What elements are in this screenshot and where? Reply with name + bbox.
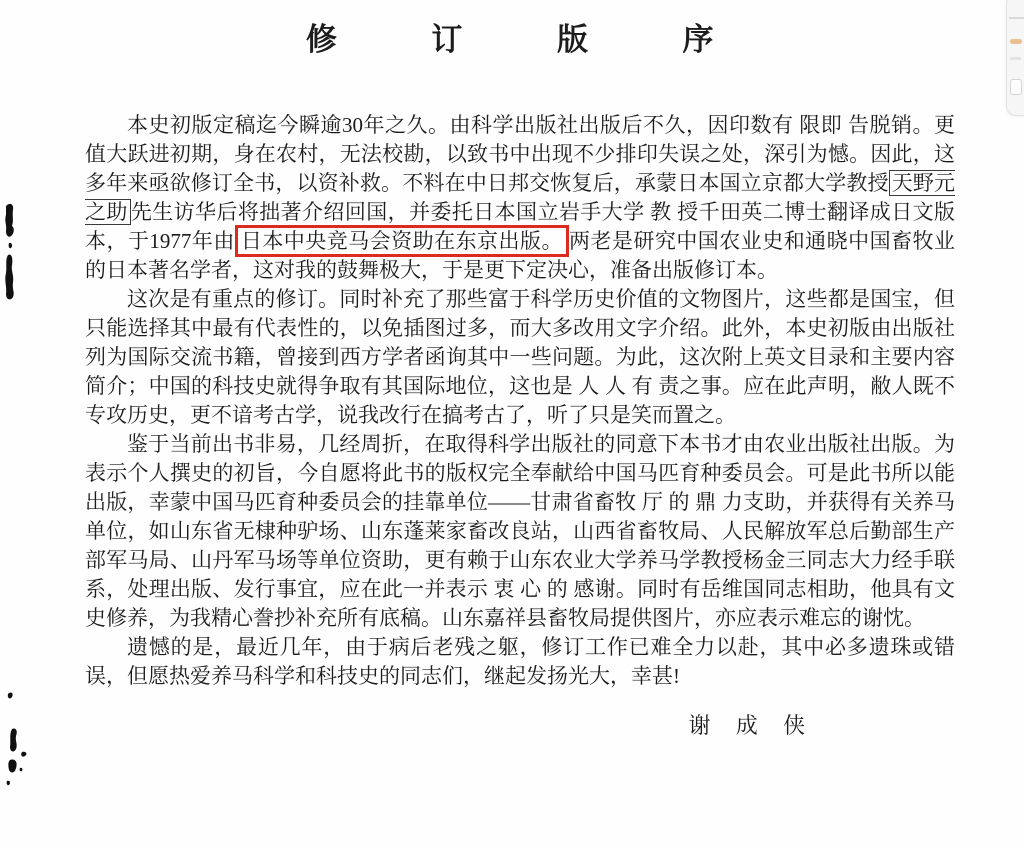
red-highlight-annotation: 日本中央竞马会资助在东京出版。 xyxy=(235,225,569,257)
author-signature: 谢 成 侠 xyxy=(688,713,815,738)
toolbar-gray-mark xyxy=(1010,57,1021,60)
paragraph-3: 鉴于当前出书非易，几经周折，在取得科学出版社的同意下本书才由农业出版社出版。为表示个人撰史的初旨，今自愿将此书的版权完全奉献给中国马匹育种委员会。可是此书所以能出版，幸蒙中国马匹育种委员会的挂靠单位——甘肃省畜牧 厅 的 鼎 力支助，并获得有关养马单位，如山东省无棣种驴场、山东蓬莱家畜改良站，山西省畜牧局、人民解放军总后勤部生产部军马局、山丹军马场等单位资助，更有赖于山东农业大学养马学教授杨金三同志大力经手联系，处理出版、发行事宜，应在此一并表示 衷 心 的 感谢。同时有岳维国同志相助，他具有文史修养，为我精心誊抄补充所有底稿。山东嘉祥县畜牧局提供图片，亦应表示难忘的谢忱。 xyxy=(85,432,955,630)
toolbar-divider xyxy=(1009,17,1024,19)
paragraph-2: 这次是有重点的修订。同时补充了那些富于科学历史价值的文物图片，这些都是国宝，但只能选择其中最有代表性的，以免插图过多，而大多改用文字介绍。此外，本史初版由出版社列为国际交流书籍，曾接到西方学者函询其中一些问题。为此，这次附上英文目录和主要内容简介；中国的科技史就得争取有其国际地位，这也是 人 人 有 责之事。应在此声明，敝人既不专攻历史，更不谙考古学，说我改行在搞考古了，听了只是笑而置之。 xyxy=(85,287,955,427)
toolbar-orange-mark xyxy=(1010,39,1022,44)
proper-name-box-annotation: 天野元之助 xyxy=(85,171,956,224)
document-title: 修 订 版 序 xyxy=(305,22,719,57)
paragraph-1 xyxy=(85,111,955,285)
toolbar-button-fragment[interactable] xyxy=(1010,79,1022,95)
paragraph-text: 本史初版定稿迄今瞬逾30年之久。由科学出版社出版后不久，因印数有 限即 告脱销。更值大跃进初期，身在农村，无法校勘，以致书中出现不少排印失误之处，深引为憾。因此，这多年来亟欲修订全书，以资补救。不料在中日邦交恢复后，承蒙日本国立京都大学教授 xyxy=(85,113,955,195)
document-body xyxy=(85,111,955,691)
paragraph-text: 先生访华后将拙著介绍回国，并委托日本国立岩手大学 教 授千田英二博士翻译成日文版本，于1977年由 xyxy=(85,200,956,253)
paragraph-4: 遗憾的是，最近几年，由于病后老残之躯，修订工作已难全力以赴，其中必多遗珠或错误，但愿热爱养马科学和科技史的同志们，继起发扬光大，幸甚! xyxy=(85,635,955,688)
paragraph-text: 两老是研究中国农业史和通晓中国畜牧业的日本著名学者，这对我的鼓舞极大，于是更下定决心，准备出版修订本。 xyxy=(85,229,956,282)
clipped-floating-toolbar[interactable] xyxy=(1006,0,1024,116)
